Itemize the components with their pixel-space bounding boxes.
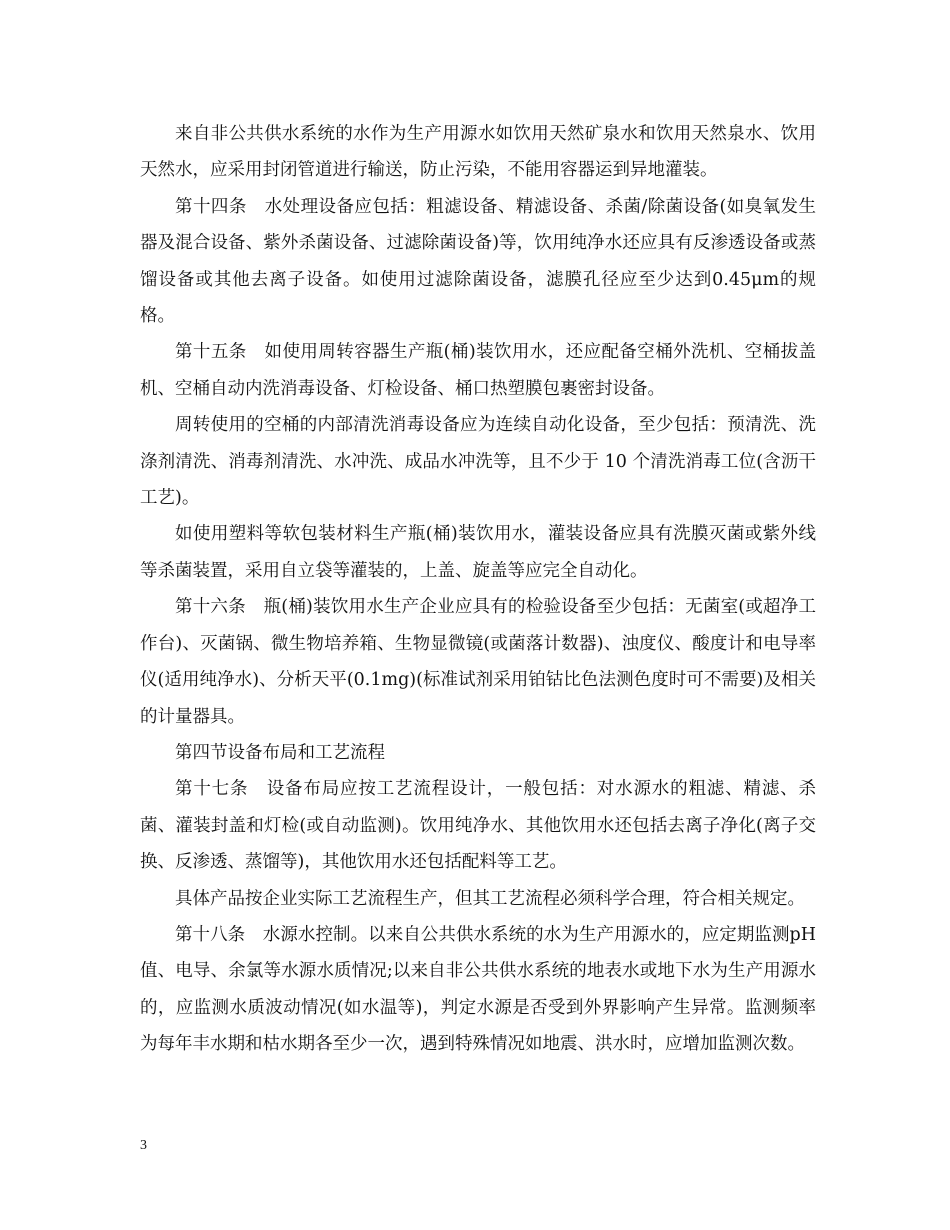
paragraph-article-17: 第十七条 设备布局应按工艺流程设计，一般包括：对水源水的粗滤、精滤、杀菌、灌装封盖和灯检(或自动监测)。饮用纯净水、其他饮用水还包括去离子净化(离子交换、反渗透、蒸馏等)，其他饮用水还包括配料等工艺。	[140, 779, 816, 873]
page-number: 3	[140, 1138, 147, 1153]
paragraph-bucket-cleaning: 周转使用的空桶的内部清洗消毒设备应为连续自动化设备，至少包括：预清洗、洗涤剂清洗、消毒剂清洗、水冲洗、成品水冲洗等，且不少于 10 个清洗消毒工位(含沥干工艺)。	[140, 415, 816, 509]
section-heading-4: 第四节设备布局和工艺流程	[175, 742, 385, 763]
paragraph-article-14: 第十四条 水处理设备应包括：粗滤设备、精滤设备、杀菌/除菌设备(如臭氧发生器及混合设备、紫外杀菌设备、过滤除菌设备)等，饮用纯净水还应具有反渗透设备或蒸馏设备或其他去离子设备。如使用过滤除菌设备，滤膜孔径应至少达到0.45μm的规格。	[140, 196, 816, 327]
document-body	[140, 116, 816, 1063]
paragraph-non-public-water: 来自非公共供水系统的水作为生产用源水如饮用天然矿泉水和饮用天然泉水、饮用天然水，应采用封闭管道进行输送，防止污染，不能用容器运到异地灌装。	[140, 124, 816, 181]
paragraph-soft-packaging: 如使用塑料等软包装材料生产瓶(桶)装饮用水，灌装设备应具有洗膜灭菌或紫外线等杀菌装置，采用自立袋等灌装的，上盖、旋盖等应完全自动化。	[140, 524, 816, 581]
paragraph-article-16: 第十六条 瓶(桶)装饮用水生产企业应具有的检验设备至少包括：无菌室(或超净工作台)、灭菌锅、微生物培养箱、生物显微镜(或菌落计数器)、浊度仪、酸度计和电导率仪(适用纯净水)、分析天平(0.1mg)(标准试剂采用铂钴比色法测色度时可不需要)及相关的计量器具。	[140, 597, 816, 727]
paragraph-article-15: 第十五条 如使用周转容器生产瓶(桶)装饮用水，还应配备空桶外洗机、空桶拔盖机、空桶自动内洗消毒设备、灯检设备、桶口热塑膜包裹密封设备。	[140, 342, 816, 399]
paragraph-process-requirement: 具体产品按企业实际工艺流程生产，但其工艺流程必须科学合理，符合相关规定。	[175, 888, 805, 909]
paragraph-article-18: 第十八条 水源水控制。以来自公共供水系统的水为生产用源水的，应定期监测pH值、电导、余氯等水源水质情况;以来自非公共供水系统的地表水或地下水为生产用源水的，应监测水质波动情况(如水温等)，判定水源是否受到外界影响产生异常。监测频率为每年丰水期和枯水期各至少一次，遇到特殊情况如地震、洪水时，应增加监测次数。	[140, 924, 816, 1055]
